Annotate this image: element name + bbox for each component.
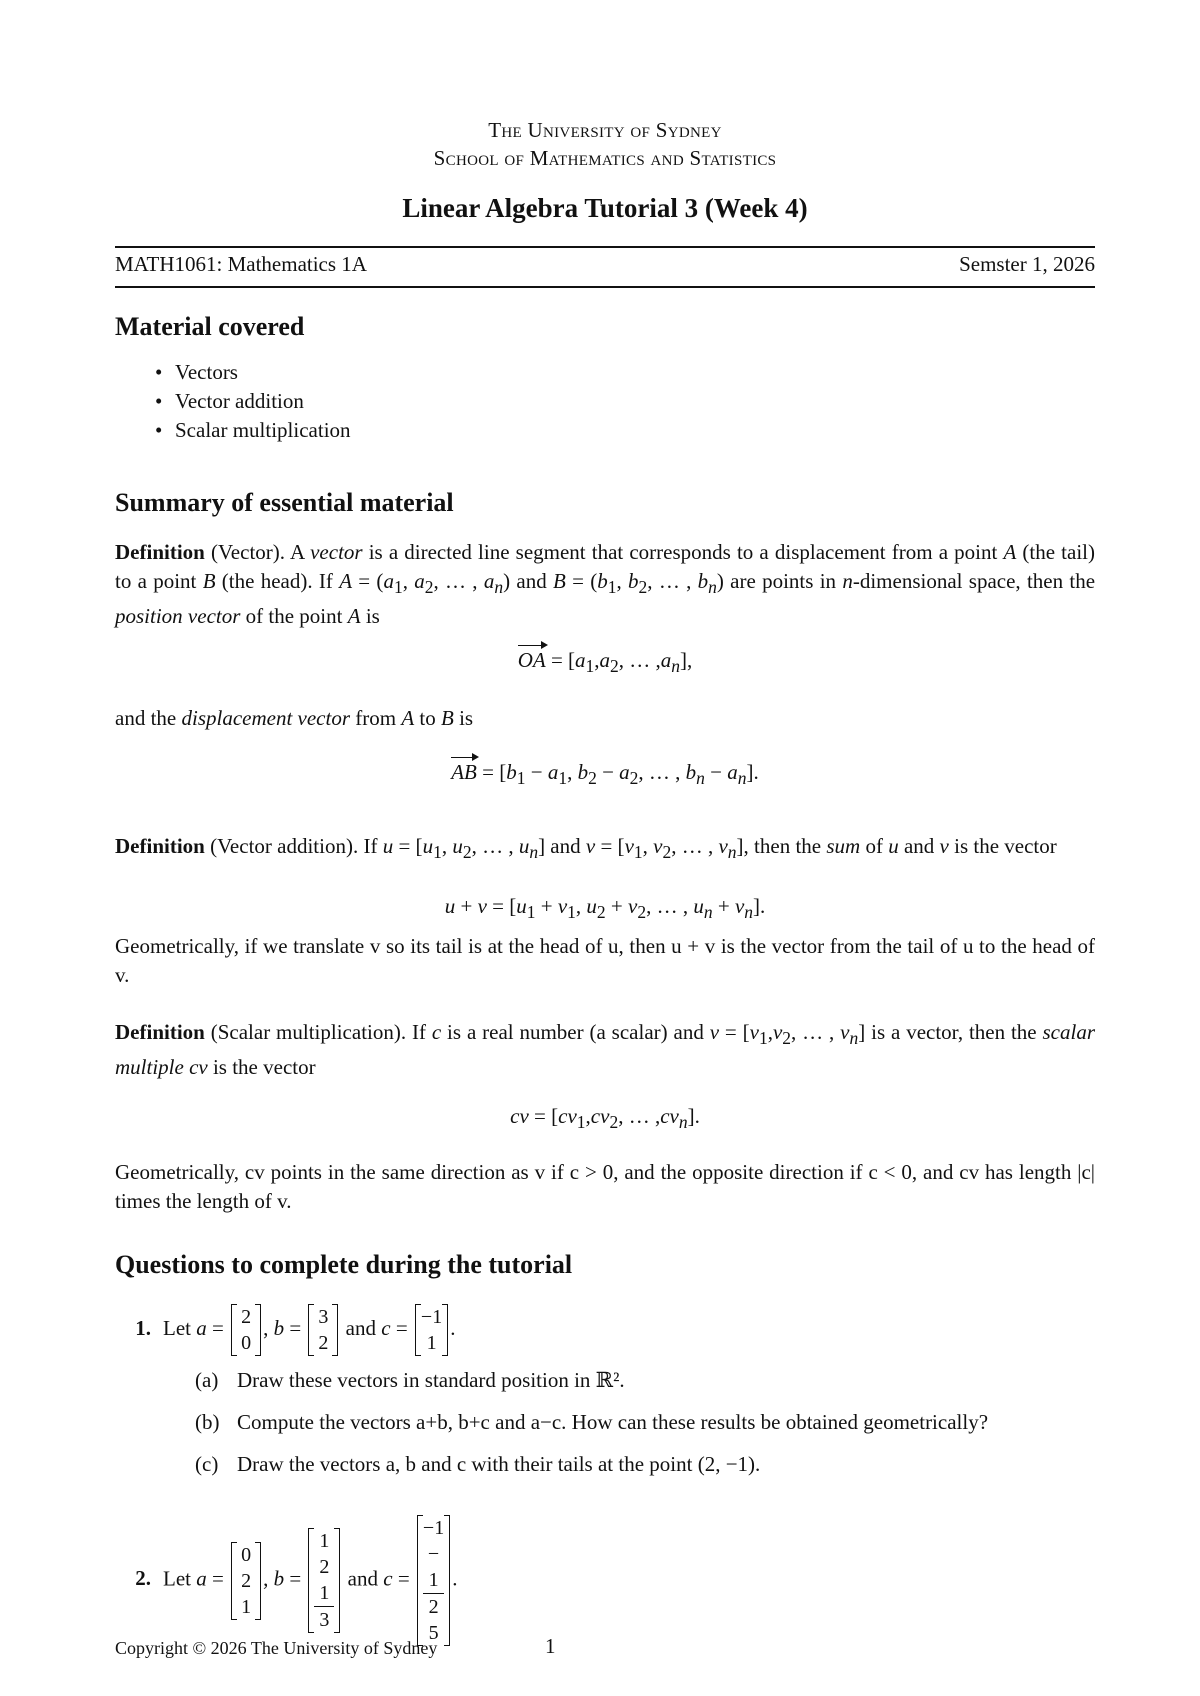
course-row (115, 252, 1095, 277)
matrix-b: 3 2 (308, 1304, 338, 1356)
list-item: • Scalar multiplication (155, 416, 351, 445)
copyright-footer: Copyright © 2026 The University of Sydney (115, 1638, 438, 1658)
matrix-c: −1 1 (415, 1304, 448, 1356)
document-page (115, 0, 1095, 1696)
question-1b: (b) Compute the vectors a+b, b+c and a−c. How can these results be obtained geometrically? (195, 1410, 989, 1434)
list-item: • Vectors (155, 358, 351, 387)
equation-position-vector: OA = [$a_1,a_2$, … $,a_n$], (517, 648, 693, 677)
questions-heading: Questions to complete during the tutorial (115, 1250, 573, 1279)
semester: Semster 1, 2026 (959, 252, 1095, 276)
school-name: School of Mathematics and Statistics (433, 146, 777, 170)
equation-scalar-multiple: cv = [$cv_1,cv_2$, … $,cv_n$]. (510, 1104, 700, 1133)
question-1: 1. Let a = 2 0 , b = 3 2 and c = −1 1 . (135, 1306, 456, 1354)
definition-vector-addition: Definition (Vector addition). If $u = [u_1$, $u_2$, … , $u_n$] and $v = [v_1$, $v_2$, … , $v_n$], then the sum of u and v is the vector (115, 834, 1057, 863)
question-2: 2. Let a = 0 2 1 , b = 1 2 1 3 and c = −1 − 1 2 5 . (135, 1517, 458, 1644)
bottom-rule (115, 286, 1095, 288)
definition-scalar-multiplication: Definition (Scalar multiplication). If c is a real number (a scalar) and $v = [v_1,v_2$, … , $v_n$] is a vector, then the scalar multiple cv is the vector (115, 1020, 1095, 1080)
material-list (155, 358, 351, 445)
list-item: • Vector addition (155, 387, 351, 416)
matrix-a: 2 0 (231, 1304, 261, 1356)
equation-displacement-vector: AB = [$b_1 - a_1$, $b_2 - a_2$, … , $b_n - a_n$]. (451, 760, 759, 789)
geometric-addition-text: Geometrically, if we translate v so its tail is at the head of u, then u + v is the vector from the tail of u to the head of v. (115, 934, 1095, 987)
matrix-a2: 0 2 1 (231, 1542, 261, 1620)
summary-heading: Summary of essential material (115, 488, 454, 517)
question-1a: (a) Draw these vectors in standard position in ℝ². (195, 1368, 625, 1392)
displacement-text: and the displacement vector from A to B is (115, 706, 474, 730)
geometric-scalar-text: Geometrically, cv points in the same direction as v if c > 0, and the opposite direction if c < 0, and cv has length |c| times the length of v. (115, 1160, 1095, 1213)
matrix-c2: −1 − 1 2 5 (417, 1515, 450, 1646)
equation-vector-sum: $u + v = [u_1 + v_1$, $u_2 + v_2$, … , $u_n + v_n$]. (444, 894, 766, 923)
definition-vector: Definition (Vector). A vector is a directed line segment that corresponds to a displacement from a point A (the tail) to a point B (the head). If $A = (a_1$, $a_2$, … , $a_n$) and $B = (b_1$, $b_2$, … , $b_n$) are points in n-dimensional space, then the position vector of the point A is (115, 540, 1096, 629)
university-name: The University of Sydney (488, 118, 722, 142)
page-title: Linear Algebra Tutorial 3 (Week 4) (402, 193, 808, 223)
top-rule (115, 246, 1095, 248)
page-number: 1 (545, 1634, 556, 1658)
course-code: MATH1061: Mathematics 1A (115, 252, 367, 276)
material-heading: Material covered (115, 312, 305, 341)
question-1c: (c) Draw the vectors a, b and c with their tails at the point (2, −1). (195, 1452, 761, 1476)
matrix-b2: 1 2 1 3 (308, 1528, 340, 1633)
